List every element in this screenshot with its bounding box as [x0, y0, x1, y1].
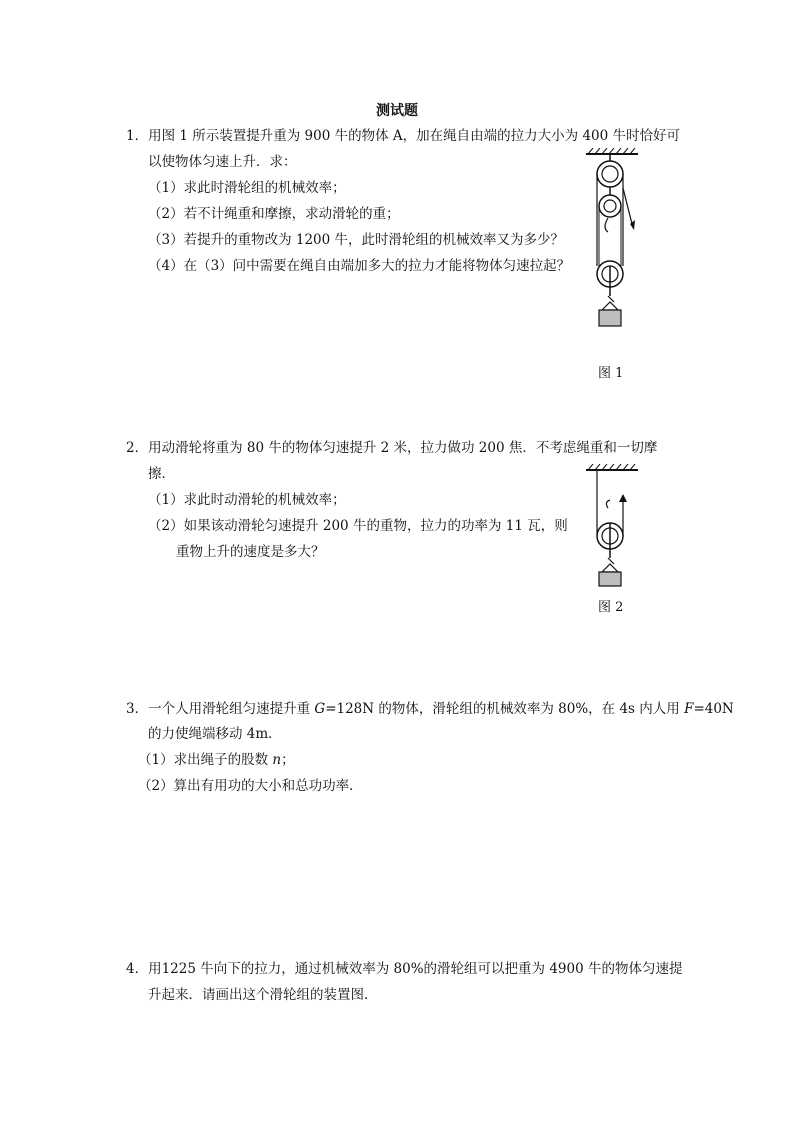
- figure-1-caption: 图 1: [598, 366, 624, 381]
- q3-line2: 的力使绳端移动 4m．: [148, 726, 282, 742]
- q3-var-n: n: [272, 752, 282, 768]
- q1-sub2: （2）若不计绳重和摩擦，求动滑轮的重；: [148, 206, 400, 222]
- q3-sub1-text: （1）求出绳子的股数: [138, 752, 273, 768]
- q3-text-b: =128N 的物体，滑轮组的机械效率为 80%，在 4s 内人用: [325, 701, 685, 717]
- pulley-figure-1: [580, 148, 640, 338]
- q3-sub1: [138, 750, 295, 770]
- q1-line2: 以使物体匀速上升．求：: [148, 154, 297, 170]
- q3-line1: [126, 699, 734, 719]
- q3-text-a: 3．一个人用滑轮组匀速提升重: [126, 701, 315, 717]
- q1-sub3: （3）若提升的重物改为 1200 牛，此时滑轮组的机械效率又为多少？: [148, 232, 565, 248]
- q3-var-f: F: [684, 701, 694, 717]
- q2-sub2-cont: 重物上升的速度是多大？: [176, 544, 325, 560]
- q1-sub1: （1）求此时滑轮组的机械效率；: [148, 180, 346, 196]
- pulley-figure-2: [580, 464, 640, 594]
- q4-line1: 4．用1225 牛向下的拉力，通过机械效率为 80%的滑轮组可以把重为 4900 牛的物体匀速提: [126, 961, 683, 977]
- q3-sub2: （2）算出有用功的大小和总功功率．: [138, 778, 363, 794]
- q1-line1: 1．用图 1 所示装置提升重为 900 牛的物体 A，加在绳自由端的拉力大小为 400 牛时恰好可: [126, 128, 680, 144]
- q3-var-g: G: [314, 701, 326, 717]
- q1-sub4: （4）在（3）问中需要在绳自由端加多大的拉力才能将物体匀速拉起？: [148, 258, 571, 274]
- q4-line2: 升起来．请画出这个滑轮组的装置图．: [148, 987, 378, 1003]
- q2-line1: 2．用动滑轮将重为 80 牛的物体匀速提升 2 米，拉力做功 200 焦．不考虑绳重和一切摩: [126, 440, 658, 456]
- figure-2-caption: 图 2: [598, 600, 624, 615]
- q3-text-c: =40N: [693, 701, 734, 717]
- q3-sub1-end: ；: [281, 752, 295, 768]
- q2-line2: 擦．: [148, 466, 175, 482]
- page-title: 测试题: [376, 103, 418, 119]
- q2-sub2: （2）如果该动滑轮匀速提升 200 牛的重物，拉力的功率为 11 瓦，则: [148, 518, 568, 534]
- q2-sub1: （1）求此时动滑轮的机械效率；: [148, 492, 346, 508]
